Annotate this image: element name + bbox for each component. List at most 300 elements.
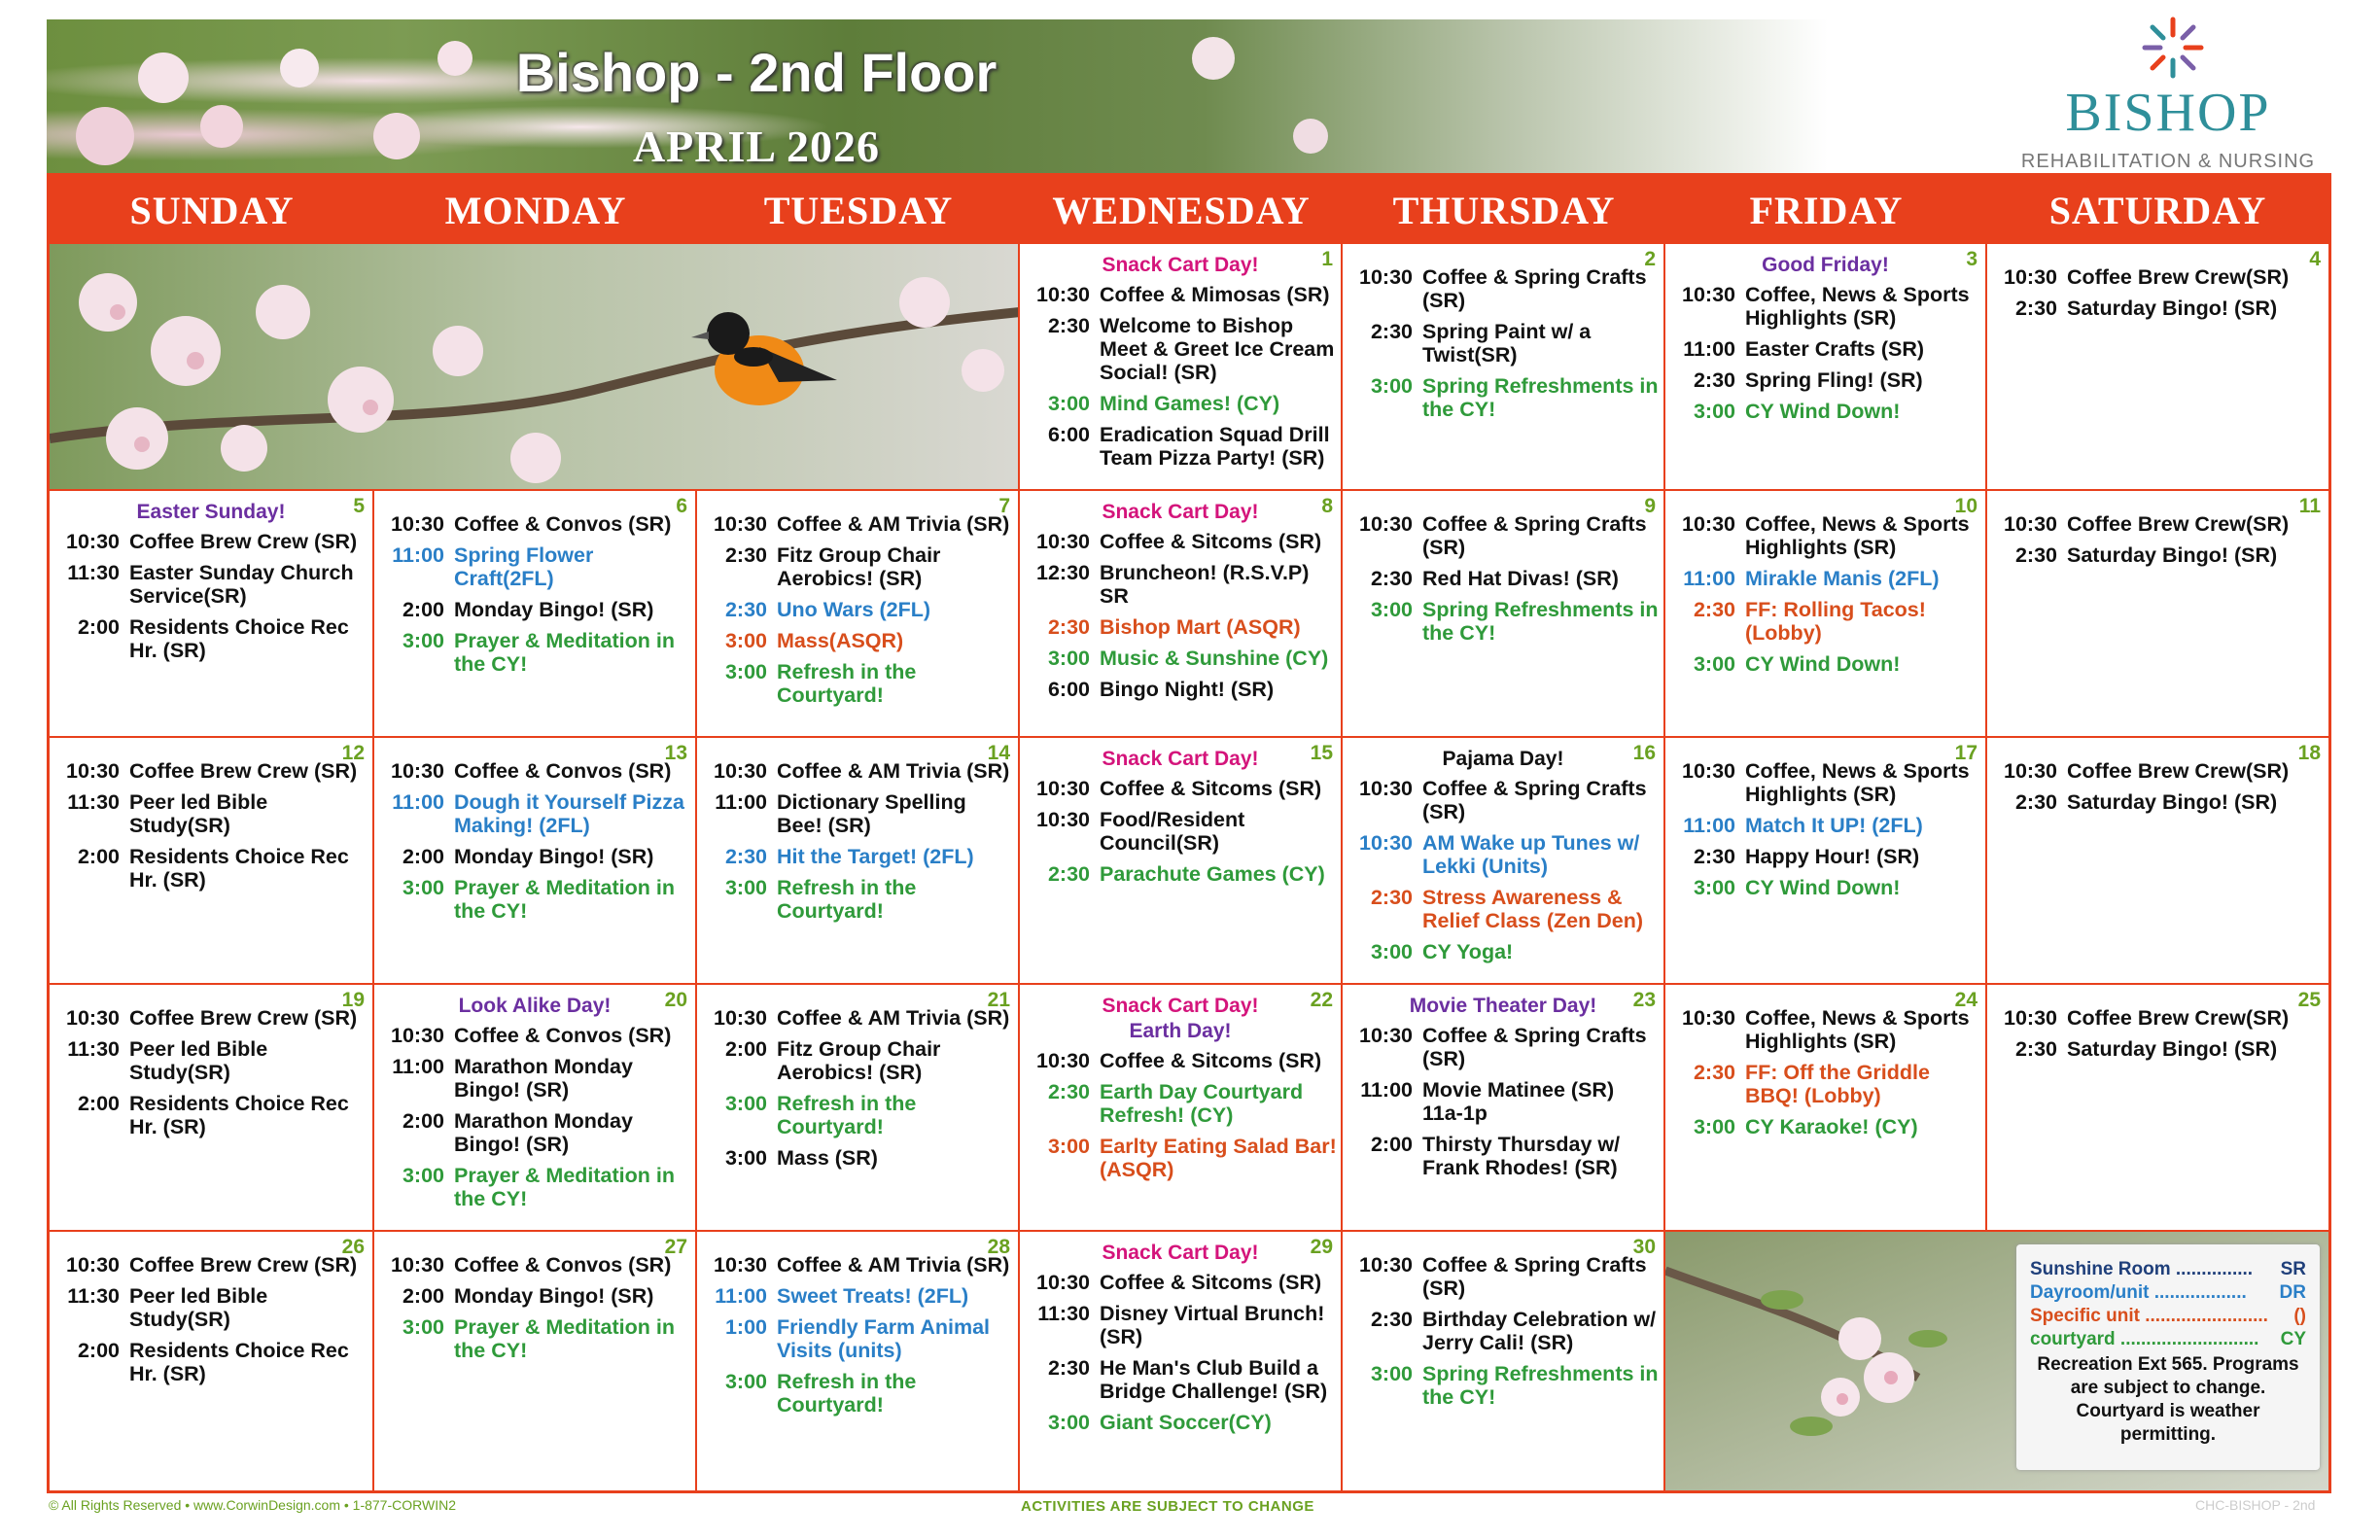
event-title: Saturday Bingo! (SR) xyxy=(2067,790,2278,814)
event-list xyxy=(50,748,372,899)
legend-code: SR xyxy=(2280,1259,2306,1279)
day-cell-21 xyxy=(697,985,1020,1232)
day-highlight: Snack Cart Day! xyxy=(1102,254,1259,276)
event-time: 10:30 xyxy=(714,1253,767,1277)
event-title: Coffee & Spring Crafts (SR) xyxy=(1422,777,1647,823)
event-item xyxy=(1665,814,1985,837)
day-number: 21 xyxy=(987,989,1010,1011)
event-title: Residents Choice Rec Hr. (SR) xyxy=(129,1092,349,1138)
legend-note: Recreation Ext 565. Programs are subject to change. Courtyard is weather permitting. xyxy=(2037,1354,2299,1445)
event-item xyxy=(1665,283,1985,330)
event-time: 3:00 xyxy=(1047,392,1090,415)
event-item xyxy=(374,1109,695,1156)
day-number: 11 xyxy=(2298,495,2321,517)
event-time: 10:30 xyxy=(1036,1049,1090,1072)
legend-row xyxy=(2030,1328,2306,1351)
event-title: CY Wind Down! xyxy=(1745,652,1901,676)
event-time: 12:30 xyxy=(1036,561,1090,584)
event-list xyxy=(374,1242,695,1370)
event-title: Residents Choice Rec Hr. (SR) xyxy=(129,845,349,892)
event-time: 10:30 xyxy=(714,512,767,536)
event-title: Stress Awareness & Relief Class (Zen Den) xyxy=(1422,886,1643,932)
day-highlight: Snack Cart Day! xyxy=(1102,748,1259,770)
event-item xyxy=(1987,265,2328,289)
event-list xyxy=(697,995,1018,1177)
event-item xyxy=(1343,1078,1663,1125)
event-item xyxy=(1020,561,1341,608)
event-title: Easter Sunday Church Service(SR) xyxy=(129,561,354,608)
day-number: 1 xyxy=(1321,248,1333,270)
event-title: Eradication Squad Drill Team Pizza Party! (SR) xyxy=(1100,423,1330,470)
event-title: Easter Crafts (SR) xyxy=(1745,337,1924,361)
event-title: Coffee Brew Crew(SR) xyxy=(2067,265,2290,289)
event-title: Prayer & Meditation in the CY! xyxy=(454,1164,675,1210)
day-cell-24 xyxy=(1665,985,1987,1232)
event-time: 10:30 xyxy=(1036,1271,1090,1294)
day-number: 19 xyxy=(341,989,365,1011)
event-title: Coffee & Sitcoms (SR) xyxy=(1100,1049,1322,1072)
event-title: Residents Choice Rec Hr. (SR) xyxy=(129,615,349,662)
event-time: 10:30 xyxy=(1359,1253,1413,1277)
event-time: 3:00 xyxy=(1693,876,1735,899)
event-item xyxy=(1987,512,2328,536)
event-time: 2:30 xyxy=(2014,543,2057,567)
event-title: Marathon Monday Bingo! (SR) xyxy=(454,1109,633,1156)
event-title: CY Wind Down! xyxy=(1745,400,1901,423)
event-title: Refresh in the Courtyard! xyxy=(777,876,917,923)
event-time: 10:30 xyxy=(1682,283,1735,306)
event-item xyxy=(697,1146,1018,1170)
event-item xyxy=(50,845,372,892)
day-cell-23 xyxy=(1343,985,1665,1232)
event-title: Fitz Group Chair Aerobics! (SR) xyxy=(777,1037,941,1084)
day-number: 5 xyxy=(353,495,365,517)
day-cell-7 xyxy=(697,491,1020,738)
event-time: 2:30 xyxy=(724,598,767,621)
event-time: 10:30 xyxy=(1682,1006,1735,1030)
weekday-header xyxy=(50,176,2328,244)
event-title: Food/Resident Council(SR) xyxy=(1100,808,1245,855)
event-time: 10:30 xyxy=(2004,512,2057,536)
day-cell-6 xyxy=(374,491,697,738)
day-cell-8 xyxy=(1020,491,1343,738)
event-time: 3:00 xyxy=(1693,400,1735,423)
event-list xyxy=(1020,995,1341,1189)
event-time: 3:00 xyxy=(724,660,767,683)
day-number: 8 xyxy=(1321,495,1333,517)
event-list xyxy=(1987,748,2328,822)
event-time: 11:00 xyxy=(715,790,767,814)
day-cell-3 xyxy=(1665,244,1987,491)
event-time: 2:00 xyxy=(1370,1133,1413,1156)
event-time: 11:30 xyxy=(1037,1302,1090,1325)
day-number: 6 xyxy=(676,495,687,517)
event-title: Mass(ASQR) xyxy=(777,629,904,652)
event-list xyxy=(1987,254,2328,328)
event-title: Prayer & Meditation in the CY! xyxy=(454,876,675,923)
event-item xyxy=(697,512,1018,536)
event-item xyxy=(1665,337,1985,361)
legend-row xyxy=(2030,1281,2306,1305)
event-item xyxy=(374,598,695,621)
event-item xyxy=(1987,790,2328,814)
legend-row xyxy=(2030,1305,2306,1328)
event-time: 2:30 xyxy=(2014,297,2057,320)
event-time: 10:30 xyxy=(2004,1006,2057,1030)
event-item xyxy=(50,561,372,608)
event-item xyxy=(1020,1302,1341,1348)
day-highlight: Movie Theater Day! xyxy=(1409,995,1597,1017)
event-list xyxy=(1020,748,1341,893)
event-item xyxy=(1665,368,1985,392)
event-time: 2:30 xyxy=(1047,1080,1090,1103)
event-time: 10:30 xyxy=(2004,759,2057,783)
event-time: 2:30 xyxy=(724,845,767,868)
event-item xyxy=(697,1284,1018,1308)
event-time: 11:30 xyxy=(67,561,120,584)
event-item xyxy=(374,759,695,783)
event-item xyxy=(1987,759,2328,783)
event-time: 1:00 xyxy=(724,1315,767,1339)
bishop-logo xyxy=(1983,10,2353,175)
event-item xyxy=(1020,862,1341,886)
event-list xyxy=(697,748,1018,930)
event-item xyxy=(1665,876,1985,899)
day-cell-29 xyxy=(1020,1232,1343,1490)
event-title: Spring Refreshments in the CY! xyxy=(1422,1362,1659,1409)
day-cell-19 xyxy=(50,985,374,1232)
event-title: Coffee Brew Crew (SR) xyxy=(129,759,358,783)
event-time: 2:30 xyxy=(1047,615,1090,639)
event-item xyxy=(374,790,695,837)
event-item xyxy=(697,598,1018,621)
event-item xyxy=(1020,1049,1341,1072)
event-item xyxy=(1343,598,1663,645)
event-item xyxy=(1987,1037,2328,1061)
event-title: Mass (SR) xyxy=(777,1146,878,1170)
event-item xyxy=(374,1024,695,1047)
event-title: Coffee & Convos (SR) xyxy=(454,759,672,783)
event-item xyxy=(50,530,372,553)
event-title: Peer led Bible Study(SR) xyxy=(129,790,268,837)
event-time: 10:30 xyxy=(714,1006,767,1030)
event-time: 11:30 xyxy=(67,1284,120,1308)
event-title: Mind Games! (CY) xyxy=(1100,392,1280,415)
event-time: 3:00 xyxy=(402,1164,444,1187)
event-title: Coffee, News & Sports Highlights (SR) xyxy=(1745,283,1970,330)
day-cell-12 xyxy=(50,738,374,985)
day-cell-4 xyxy=(1987,244,2328,491)
event-list xyxy=(1343,1242,1663,1417)
event-item xyxy=(697,790,1018,837)
event-item xyxy=(1987,1006,2328,1030)
event-time: 2:30 xyxy=(1693,1061,1735,1084)
event-time: 6:00 xyxy=(1047,423,1090,446)
event-list xyxy=(1343,748,1663,971)
event-item xyxy=(1020,392,1341,415)
event-time: 10:30 xyxy=(714,759,767,783)
legend-code: () xyxy=(2293,1306,2306,1326)
event-list xyxy=(1343,254,1663,429)
event-title: Monday Bingo! (SR) xyxy=(454,598,654,621)
event-item xyxy=(50,759,372,783)
event-item xyxy=(1020,283,1341,306)
event-item xyxy=(697,845,1018,868)
event-title: Residents Choice Rec Hr. (SR) xyxy=(129,1339,349,1385)
event-time: 3:00 xyxy=(1370,598,1413,621)
logo-wordmark: BISHOP xyxy=(2065,83,2271,143)
event-list xyxy=(50,1242,372,1393)
copyright-text: © All Rights Reserved • www.CorwinDesign.com • 1-877-CORWIN2 xyxy=(49,1497,456,1513)
event-item xyxy=(1020,530,1341,553)
event-item xyxy=(50,1339,372,1385)
event-time: 10:30 xyxy=(1036,777,1090,800)
event-time: 3:00 xyxy=(724,1370,767,1393)
event-time: 3:00 xyxy=(1370,374,1413,398)
event-title: CY Wind Down! xyxy=(1745,876,1901,899)
event-title: Bingo Night! (SR) xyxy=(1100,678,1275,701)
event-time: 2:00 xyxy=(77,615,120,639)
event-title: CY Yoga! xyxy=(1422,940,1514,963)
event-title: Monday Bingo! (SR) xyxy=(454,1284,654,1308)
event-time: 2:30 xyxy=(2014,790,2057,814)
event-time: 10:30 xyxy=(2004,265,2057,289)
event-item xyxy=(697,1006,1018,1030)
event-title: Coffee Brew Crew (SR) xyxy=(129,1006,358,1030)
event-time: 2:00 xyxy=(77,1092,120,1115)
day-cell-27 xyxy=(374,1232,697,1490)
location-legend xyxy=(2016,1244,2320,1470)
event-time: 2:30 xyxy=(1370,567,1413,590)
event-title: Coffee & AM Trivia (SR) xyxy=(777,1253,1010,1277)
event-time: 2:00 xyxy=(402,845,444,868)
event-item xyxy=(50,1092,372,1138)
event-item xyxy=(50,1284,372,1331)
event-title: FF: Rolling Tacos! (Lobby) xyxy=(1745,598,1926,645)
event-item xyxy=(1665,512,1985,559)
day-number: 10 xyxy=(1954,495,1978,517)
event-list xyxy=(1665,995,1985,1146)
event-title: Bishop Mart (ASQR) xyxy=(1100,615,1301,639)
event-time: 10:30 xyxy=(66,759,120,783)
event-time: 2:30 xyxy=(1047,314,1090,337)
event-time: 3:00 xyxy=(1047,647,1090,670)
event-title: Music & Sunshine (CY) xyxy=(1100,647,1329,670)
event-title: Coffee, News & Sports Highlights (SR) xyxy=(1745,1006,1970,1053)
day-cell-26 xyxy=(50,1232,374,1490)
event-item xyxy=(1665,1061,1985,1107)
event-time: 2:00 xyxy=(77,1339,120,1362)
logo-subtitle: REHABILITATION & NURSING xyxy=(2020,151,2316,172)
event-time: 11:00 xyxy=(392,1055,444,1078)
event-title: Dough it Yourself Pizza Making! (2FL) xyxy=(454,790,684,837)
event-title: Hit the Target! (2FL) xyxy=(777,845,974,868)
event-title: Earlty Eating Salad Bar! (ASQR) xyxy=(1100,1135,1337,1181)
day-number: 24 xyxy=(1954,989,1978,1011)
event-list xyxy=(697,501,1018,715)
event-time: 3:00 xyxy=(1370,1362,1413,1385)
event-time: 10:30 xyxy=(66,1006,120,1030)
event-item xyxy=(1020,1135,1341,1181)
event-item xyxy=(697,660,1018,707)
event-time: 2:30 xyxy=(1370,320,1413,343)
event-title: Saturday Bingo! (SR) xyxy=(2067,297,2278,320)
event-time: 3:00 xyxy=(1693,652,1735,676)
day-number: 16 xyxy=(1632,742,1656,764)
legend-label: Specific unit ........................ xyxy=(2030,1306,2268,1326)
day-number: 2 xyxy=(1644,248,1656,270)
day-highlight: Snack Cart Day! xyxy=(1102,995,1259,1017)
legend-row xyxy=(2030,1258,2306,1281)
legend-label: Dayroom/unit .................. xyxy=(2030,1282,2247,1303)
legend-code: DR xyxy=(2279,1282,2306,1303)
event-item xyxy=(1665,1115,1985,1138)
event-time: 3:00 xyxy=(724,1092,767,1115)
event-time: 11:30 xyxy=(67,1037,120,1061)
event-time: 2:30 xyxy=(1693,368,1735,392)
event-list xyxy=(1987,995,2328,1068)
event-item xyxy=(1343,886,1663,932)
event-title: Coffee & Mimosas (SR) xyxy=(1100,283,1330,306)
event-title: Coffee & AM Trivia (SR) xyxy=(777,1006,1010,1030)
event-title: Spring Flower Craft(2FL) xyxy=(454,543,594,590)
event-item xyxy=(374,876,695,923)
event-list xyxy=(1020,501,1341,709)
event-title: Saturday Bingo! (SR) xyxy=(2067,1037,2278,1061)
weekday-friday: FRIDAY xyxy=(1749,189,1904,232)
day-number: 9 xyxy=(1644,495,1656,517)
event-time: 3:00 xyxy=(724,629,767,652)
event-title: Prayer & Meditation in the CY! xyxy=(454,1315,675,1362)
day-number: 20 xyxy=(664,989,687,1011)
event-list xyxy=(50,501,372,670)
event-item xyxy=(1343,265,1663,312)
event-title: Fitz Group Chair Aerobics! (SR) xyxy=(777,543,941,590)
event-item xyxy=(697,1315,1018,1362)
weekday-tuesday: TUESDAY xyxy=(763,189,954,232)
event-time: 3:00 xyxy=(1047,1411,1090,1434)
day-highlight: Good Friday! xyxy=(1762,254,1889,276)
oriole-bird-photo xyxy=(50,244,1020,491)
day-number: 15 xyxy=(1310,742,1333,764)
day-highlight: Easter Sunday! xyxy=(136,501,286,523)
event-time: 2:30 xyxy=(1693,598,1735,621)
event-item xyxy=(697,629,1018,652)
event-item xyxy=(1020,1356,1341,1403)
day-cell-17 xyxy=(1665,738,1987,985)
event-item xyxy=(1665,567,1985,590)
event-list xyxy=(1020,1242,1341,1442)
event-title: Coffee & Spring Crafts (SR) xyxy=(1422,1253,1647,1300)
day-cell-5 xyxy=(50,491,374,738)
day-cell-18 xyxy=(1987,738,2328,985)
event-time: 3:00 xyxy=(1370,940,1413,963)
day-number: 4 xyxy=(2309,248,2321,270)
weekday-saturday: SATURDAY xyxy=(2048,189,2267,232)
weekday-wednesday: WEDNESDAY xyxy=(1052,189,1311,232)
event-title: Coffee Brew Crew(SR) xyxy=(2067,759,2290,783)
event-title: Peer led Bible Study(SR) xyxy=(129,1284,268,1331)
event-item xyxy=(1665,845,1985,868)
day-cell-1 xyxy=(1020,244,1343,491)
event-item xyxy=(50,1006,372,1030)
calendar-grid xyxy=(47,173,2331,1493)
event-title: Saturday Bingo! (SR) xyxy=(2067,543,2278,567)
event-title: Coffee & Sitcoms (SR) xyxy=(1100,1271,1322,1294)
day-cell-9 xyxy=(1343,491,1665,738)
event-item xyxy=(1665,652,1985,676)
event-time: 2:00 xyxy=(402,598,444,621)
event-item xyxy=(1343,1308,1663,1354)
event-time: 10:30 xyxy=(1359,1024,1413,1047)
event-time: 10:30 xyxy=(391,1024,444,1047)
event-title: Prayer & Meditation in the CY! xyxy=(454,629,675,676)
event-time: 10:30 xyxy=(1036,283,1090,306)
page-title: Bishop - 2nd Floor xyxy=(515,42,998,103)
event-title: Thirsty Thursday w/ Frank Rhodes! (SR) xyxy=(1422,1133,1621,1179)
event-item xyxy=(1020,808,1341,855)
day-number: 22 xyxy=(1310,989,1333,1011)
event-item xyxy=(1343,512,1663,559)
event-list xyxy=(374,748,695,930)
day-highlight: Snack Cart Day! xyxy=(1102,1242,1259,1264)
day-number: 27 xyxy=(664,1236,687,1258)
event-title: Coffee & Sitcoms (SR) xyxy=(1100,777,1322,800)
event-item xyxy=(1020,1411,1341,1434)
event-title: Coffee & AM Trivia (SR) xyxy=(777,759,1010,783)
event-time: 2:00 xyxy=(77,845,120,868)
event-time: 3:00 xyxy=(1047,1135,1090,1158)
event-item xyxy=(1020,314,1341,384)
event-time: 10:30 xyxy=(391,1253,444,1277)
event-time: 11:00 xyxy=(392,790,444,814)
event-item xyxy=(1987,297,2328,320)
event-time: 11:00 xyxy=(1683,337,1735,361)
day-number: 25 xyxy=(2297,989,2321,1011)
event-time: 2:30 xyxy=(1047,862,1090,886)
month-title: APRIL 2026 xyxy=(632,122,881,171)
event-item xyxy=(1987,543,2328,567)
event-item xyxy=(50,790,372,837)
event-item xyxy=(374,1055,695,1102)
event-time: 6:00 xyxy=(1047,678,1090,701)
event-title: Coffee & Convos (SR) xyxy=(454,512,672,536)
event-item xyxy=(697,759,1018,783)
day-number: 26 xyxy=(341,1236,365,1258)
event-item xyxy=(1665,1006,1985,1053)
event-title: Bruncheon! (R.S.V.P) SR xyxy=(1100,561,1310,608)
event-list xyxy=(50,995,372,1146)
event-title: Spring Refreshments in the CY! xyxy=(1422,374,1659,421)
event-time: 10:30 xyxy=(1682,512,1735,536)
event-title: Dictionary Spelling Bee! (SR) xyxy=(777,790,966,837)
event-time: 3:00 xyxy=(402,629,444,652)
event-item xyxy=(374,1284,695,1308)
event-time: 10:30 xyxy=(1359,777,1413,800)
event-item xyxy=(1343,777,1663,823)
event-title: AM Wake up Tunes w/ Lekki (Units) xyxy=(1422,831,1640,878)
day-cell-11 xyxy=(1987,491,2328,738)
event-time: 2:30 xyxy=(1047,1356,1090,1380)
event-item xyxy=(1343,1253,1663,1300)
event-title: Giant Soccer(CY) xyxy=(1100,1411,1272,1434)
event-item xyxy=(1020,615,1341,639)
legend-items xyxy=(2016,1244,2320,1351)
event-list xyxy=(1343,501,1663,652)
event-item xyxy=(50,1253,372,1277)
day-highlight: Look Alike Day! xyxy=(458,995,612,1017)
event-title: Sweet Treats! (2FL) xyxy=(777,1284,969,1308)
